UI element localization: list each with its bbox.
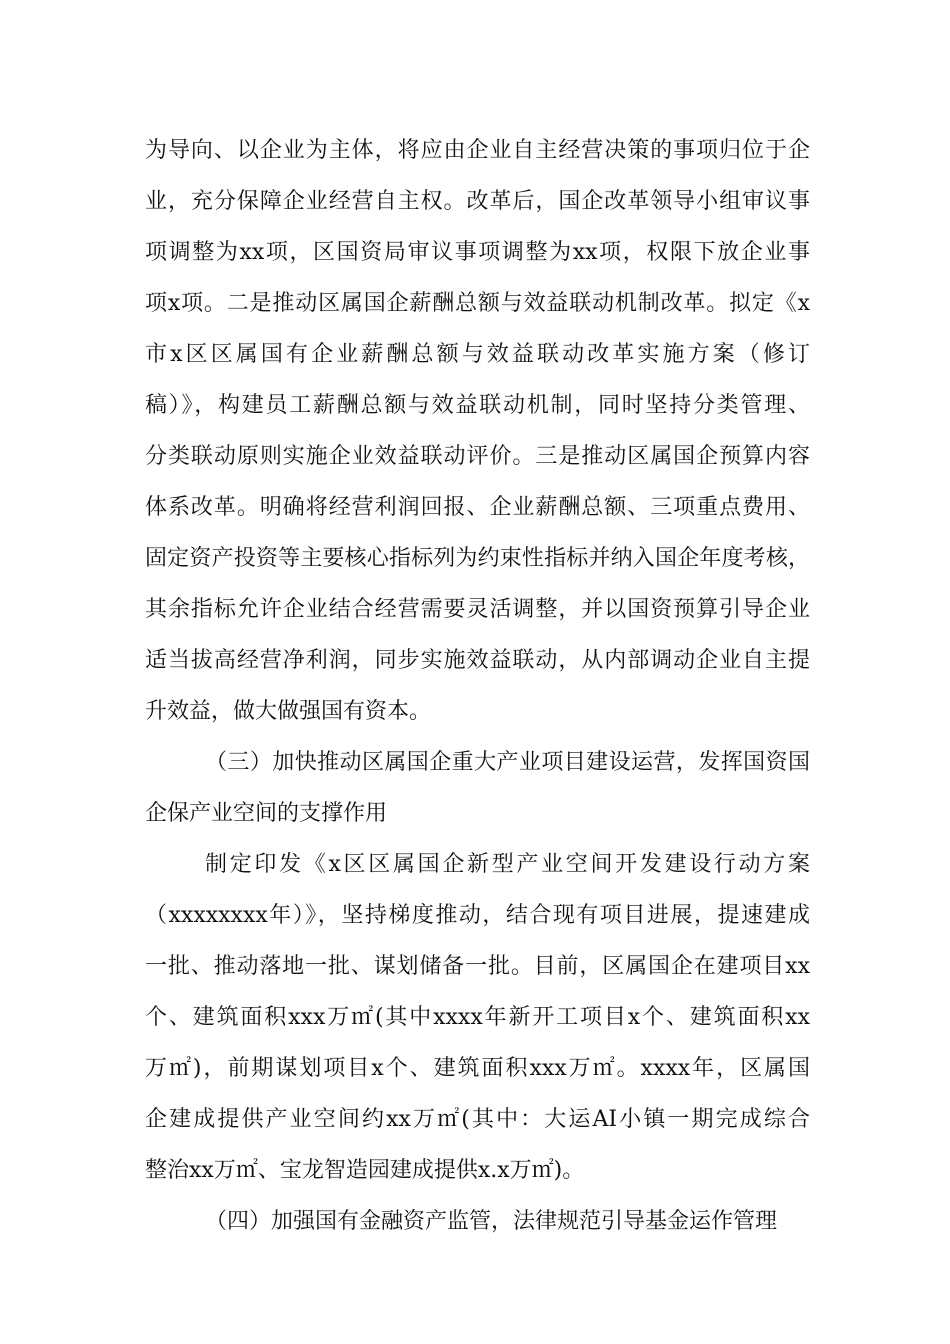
text-line: 万㎡)，前期谋划项目x个、建筑面积xxx万㎡。xxxx年，区属国 — [145, 1056, 810, 1081]
text-line: 其余指标允许企业结合经营需要灵活调整，并以国资预算引导企业 — [145, 597, 810, 622]
body-text — [145, 125, 810, 1247]
text-line: 分类联动原则实施企业效益联动评价。三是推动区属国企预算内容 — [145, 444, 810, 469]
text-line: 企建成提供产业空间约xx万㎡(其中：大运AI小镇一期完成综合 — [145, 1107, 810, 1132]
text-line: 项调整为xx项，区国资局审议事项调整为xx项，权限下放企业事 — [145, 240, 810, 265]
text-line: 体系改革。明确将经营利润回报、企业薪酬总额、三项重点费用、 — [145, 495, 810, 520]
text-line: （xxxxxxxx年）》，坚持梯度推动，结合现有项目进展，提速建成 — [145, 903, 810, 928]
text-line: 个、建筑面积xxx万㎡(其中xxxx年新开工项目x个、建筑面积xx — [145, 1005, 810, 1030]
heading-line: （三）加快推动区属国企重大产业项目建设运营，发挥国资国 — [205, 750, 810, 775]
text-line: 适当拔高经营净利润，同步实施效益联动，从内部调动企业自主提 — [145, 648, 810, 673]
text-line: 业，充分保障企业经营自主权。改革后，国企改革领导小组审议事 — [145, 189, 810, 214]
text-line: 一批、推动落地一批、谋划储备一批。目前，区属国企在建项目xx — [145, 954, 810, 979]
heading-line: （四）加强国有金融资产监管，法律规范引导基金运作管理 — [205, 1209, 778, 1234]
section-heading-4 — [145, 1196, 810, 1247]
section-heading-3 — [145, 737, 810, 839]
text-line: 升效益，做大做强国有资本。 — [145, 699, 432, 724]
heading-line: 企保产业空间的支撑作用 — [145, 801, 388, 826]
text-line: 整治xx万㎡、宝龙智造园建成提供x.x万㎡)。 — [145, 1158, 585, 1183]
paragraph-1 — [145, 125, 810, 737]
text-line: 项x项。二是推动区属国企薪酬总额与效益联动机制改革。拟定《x — [145, 291, 810, 316]
text-line: 市x区区属国有企业薪酬总额与效益联动改革实施方案（修订 — [145, 342, 810, 367]
text-line: 固定资产投资等主要核心指标列为约束性指标并纳入国企年度考核， — [145, 546, 810, 571]
paragraph-2 — [145, 839, 810, 1196]
text-line: 为导向、以企业为主体，将应由企业自主经营决策的事项归位于企 — [145, 138, 810, 163]
text-line: 制定印发《x区区属国企新型产业空间开发建设行动方案 — [205, 852, 810, 877]
text-line: 稿）》，构建员工薪酬总额与效益联动机制，同时坚持分类管理、 — [145, 393, 810, 418]
